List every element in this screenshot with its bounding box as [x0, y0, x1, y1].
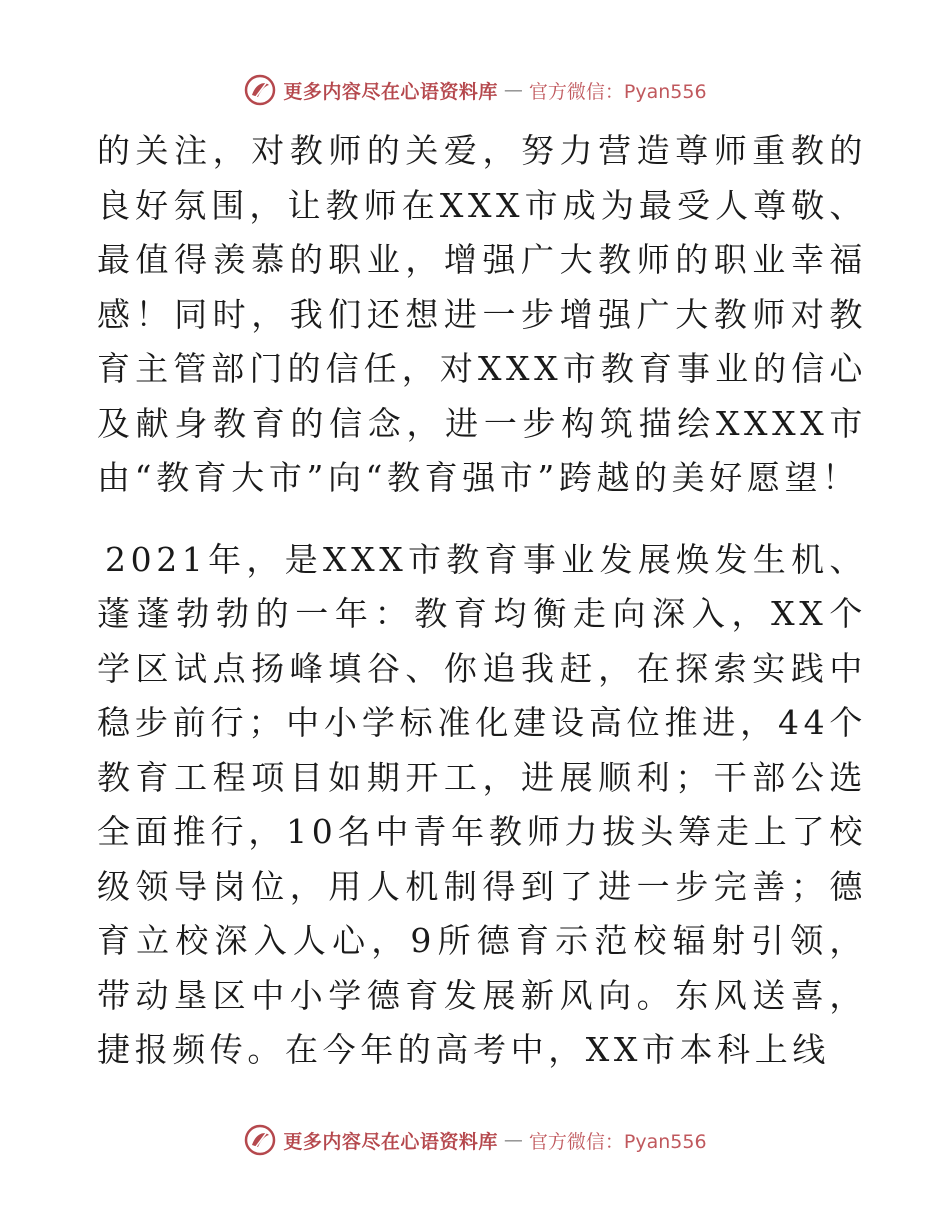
- brand-logo-icon: [243, 73, 277, 107]
- header-separator: —: [503, 79, 523, 101]
- footer-wechat-label: 官方微信：Pyan556: [528, 1130, 707, 1153]
- header-wechat-label: 官方微信：Pyan556: [528, 80, 707, 103]
- footer-banner: [0, 1118, 950, 1162]
- document-body: [97, 124, 867, 1078]
- brand-logo-icon: [243, 1123, 277, 1157]
- body-paragraph: 的关注，对教师的关爱，努力营造尊师重教的良好氛围，让教师在XXX市成为最受人尊敬、最值得羡慕的职业，增强广大教师的职业幸福感！同时，我们还想进一步增强广大教师对教育主管部门的信任，对XXX市教育事业的信心及献身教育的信念，进一步构筑描绘XXXX市由“教育大市”向“教育强市”跨越的美好愿望！: [97, 131, 867, 497]
- footer-separator: —: [503, 1129, 523, 1151]
- header-brand-text: 更多内容尽在心语资料库: [283, 80, 498, 103]
- footer-brand-text: 更多内容尽在心语资料库: [283, 1130, 498, 1153]
- body-paragraph: 2021年，是XXX市教育事业发展焕发生机、蓬蓬勃勃的一年：教育均衡走向深入，XX个学区试点扬峰填谷、你追我赶，在探索实践中稳步前行；中小学标准化建设高位推进，44个教育工程项目如期开工，进展顺利；干部公选全面推行，10名中青年教师力拔头筹走上了校级领导岗位，用人机制得到了进一步完善；德育立校深入人心，9所德育示范校辐射引领，带动垦区中小学德育发展新风向。东风送喜，捷报频传。在今年的高考中，XX市本科上线: [97, 539, 867, 1069]
- header-banner: [0, 68, 950, 112]
